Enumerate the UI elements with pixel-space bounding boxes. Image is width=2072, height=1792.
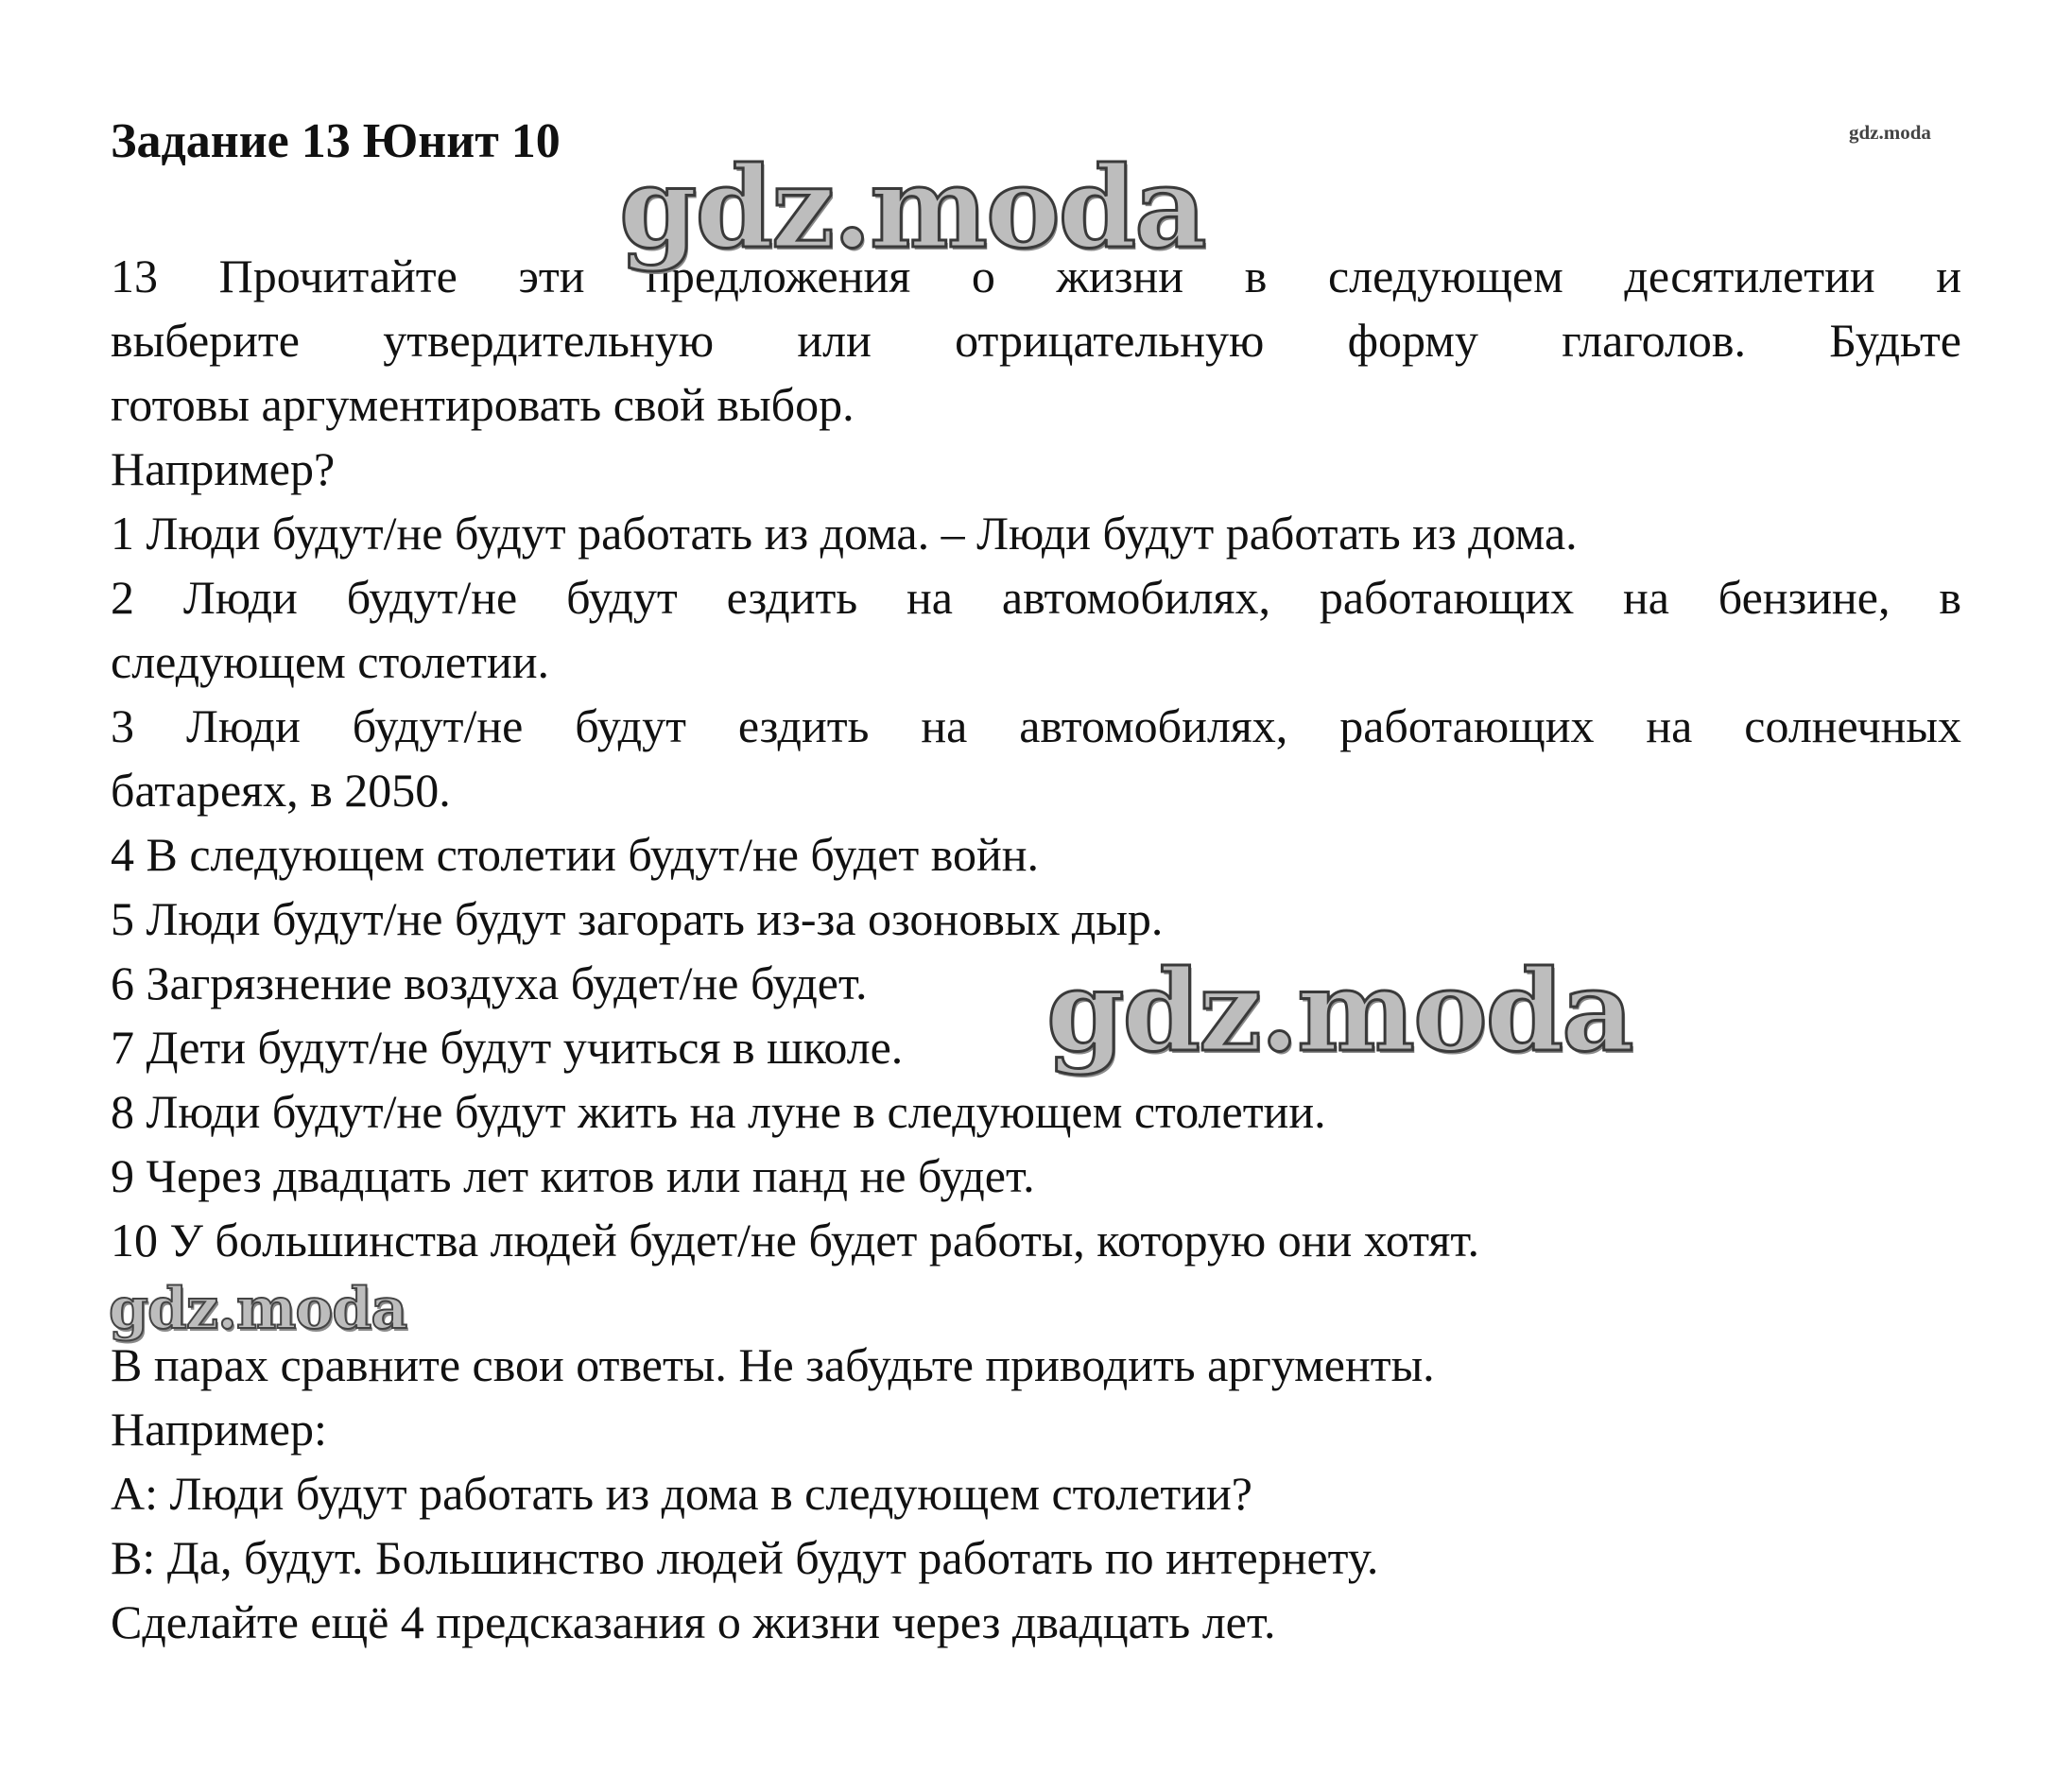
task-item: 2 Люди будут/не будут ездить на автомобилях, работающих на бензине, в: [111, 571, 1961, 624]
pairs-example-label: Например:: [111, 1403, 327, 1456]
watermark: gdz.moda: [109, 1276, 407, 1342]
task-item: 10 У большинства людей будет/не будет работы, которую они хотят.: [111, 1214, 1479, 1266]
watermark: gdz.moda: [619, 142, 1205, 273]
task-item: 1 Люди будут/не будут работать из дома. – Люди будут работать из дома.: [111, 507, 1578, 560]
task-item: батареях, в 2050.: [111, 764, 451, 817]
site-mark: gdz.moda: [1849, 121, 1931, 144]
task-item: следующем столетии.: [111, 635, 550, 688]
task-item: 5 Люди будут/не будут загорать из-за озоновых дыр.: [111, 892, 1164, 945]
page-title: Задание 13 Юнит 10: [111, 114, 561, 168]
pairs-block: [111, 1333, 1961, 1654]
instruction-line: 13 Прочитайте эти предложения о жизни в следующем десятилетии и: [111, 250, 1961, 302]
task-item: 4 В следующем столетии будут/не будет войн.: [111, 828, 1040, 881]
task-item: 6 Загрязнение воздуха будет/не будет.: [111, 956, 868, 1009]
instruction-line: выберите утвердительную или отрицательную форму глаголов. Будьте: [111, 314, 1961, 367]
dialogue-line-a: А: Люди будут работать из дома в следующем столетии?: [111, 1467, 1252, 1520]
watermark: gdz.moda: [1046, 945, 1632, 1077]
dialogue-line-b: В: Да, будут. Большинство людей будут работать по интернету.: [111, 1531, 1379, 1584]
pairs-instruction: В парах сравните свои ответы. Не забудьте приводить аргументы.: [111, 1338, 1435, 1391]
example-label: Например?: [111, 442, 336, 495]
task-block: [111, 244, 1961, 1272]
task-item: 8 Люди будут/не будут жить на луне в следующем столетии.: [111, 1085, 1326, 1138]
instruction-line: готовы аргументировать свой выбор.: [111, 378, 855, 431]
task-item: 7 Дети будут/не будут учиться в школе.: [111, 1021, 904, 1074]
task-item: 3 Люди будут/не будут ездить на автомобилях, работающих на солнечных: [111, 699, 1961, 752]
final-instruction: Сделайте ещё 4 предсказания о жизни через двадцать лет.: [111, 1595, 1276, 1648]
task-item: 9 Через двадцать лет китов или панд не будет.: [111, 1149, 1035, 1202]
